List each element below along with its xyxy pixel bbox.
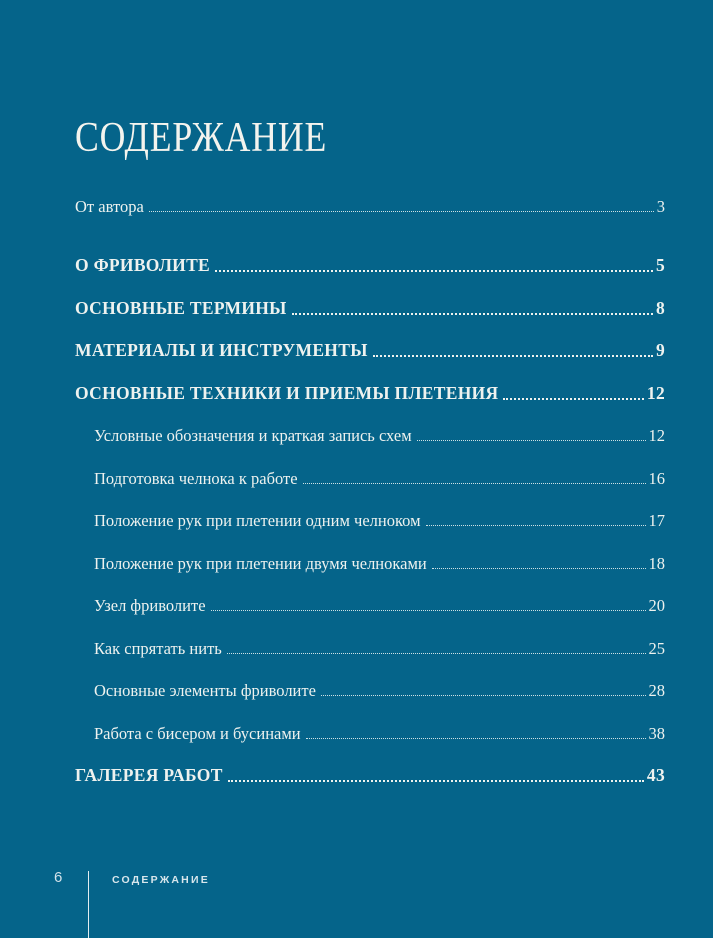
dot-leader	[211, 610, 646, 611]
toc-entry-label: ГАЛЕРЕЯ РАБОТ	[75, 765, 223, 785]
toc-entry	[75, 595, 665, 616]
dot-leader	[227, 653, 646, 654]
toc-entry-label: ОСНОВНЫЕ ТЕХНИКИ И ПРИЕМЫ ПЛЕТЕНИЯ	[75, 382, 499, 403]
dot-leader	[228, 780, 644, 782]
toc-entry-page: 12	[648, 426, 665, 445]
toc-entry-page: 9	[655, 340, 665, 360]
dot-leader	[215, 270, 653, 272]
toc-entry	[75, 196, 665, 217]
footer-section-label: СОДЕРЖАНИЕ	[112, 874, 210, 886]
toc-entry-label: От автора	[75, 197, 144, 216]
dot-leader	[373, 355, 653, 357]
dot-leader	[321, 695, 646, 696]
toc-entry	[75, 723, 665, 744]
toc-list	[75, 196, 665, 808]
toc-entry-label: ОСНОВНЫЕ ТЕРМИНЫ	[75, 297, 287, 318]
dot-leader	[426, 525, 646, 526]
toc-entry-page: 20	[648, 596, 665, 615]
page-title: СОДЕРЖАНИЕ	[75, 115, 328, 162]
toc-entry-page: 12	[646, 382, 665, 403]
toc-entry	[75, 298, 665, 319]
dot-leader	[303, 483, 646, 484]
toc-entry-label: Как спрятать нить	[94, 638, 222, 658]
toc-entry-page: 8	[655, 297, 665, 318]
toc-entry-label: Положение рук при плетении одним челноком	[94, 511, 421, 530]
toc-entry-page: 18	[648, 553, 665, 573]
toc-entry-page: 16	[648, 468, 665, 488]
toc-entry-label: Узел фриволите	[94, 596, 206, 615]
toc-entry	[75, 425, 665, 446]
toc-entry-page: 17	[648, 511, 665, 530]
toc-entry-page: 43	[646, 765, 665, 785]
dot-leader	[149, 211, 654, 212]
toc-entry	[75, 468, 665, 489]
toc-entry-label: МАТЕРИАЛЫ И ИНСТРУМЕНТЫ	[75, 340, 368, 360]
toc-entry	[75, 255, 665, 276]
toc-entry-page: 3	[656, 197, 665, 216]
toc-entry	[75, 510, 665, 531]
toc-entry-label: Работа с бисером и бусинами	[94, 723, 301, 743]
toc-entry-page: 5	[655, 255, 665, 275]
toc-entry	[75, 383, 665, 404]
dot-leader	[503, 398, 643, 400]
toc-entry-page: 25	[648, 638, 665, 658]
toc-entry	[75, 638, 665, 659]
dot-leader	[292, 313, 653, 315]
dot-leader	[432, 568, 646, 569]
toc-entry-label: Условные обозначения и краткая запись схем	[94, 426, 412, 445]
toc-entry	[75, 765, 665, 786]
toc-entry-label: Основные элементы фриволите	[94, 681, 316, 700]
toc-entry-label: О ФРИВОЛИТЕ	[75, 255, 211, 275]
dot-leader	[306, 738, 646, 739]
toc-entry-page: 28	[648, 681, 665, 700]
toc-entry	[75, 340, 665, 361]
toc-entry-page: 38	[648, 723, 665, 743]
footer-page-number: 6	[54, 869, 63, 886]
dot-leader	[417, 440, 646, 441]
toc-entry	[75, 553, 665, 574]
toc-entry-label: Подготовка челнока к работе	[94, 468, 298, 488]
footer-divider	[88, 871, 89, 938]
toc-entry	[75, 680, 665, 701]
toc-entry-label: Положение рук при плетении двумя челноками	[94, 553, 427, 573]
